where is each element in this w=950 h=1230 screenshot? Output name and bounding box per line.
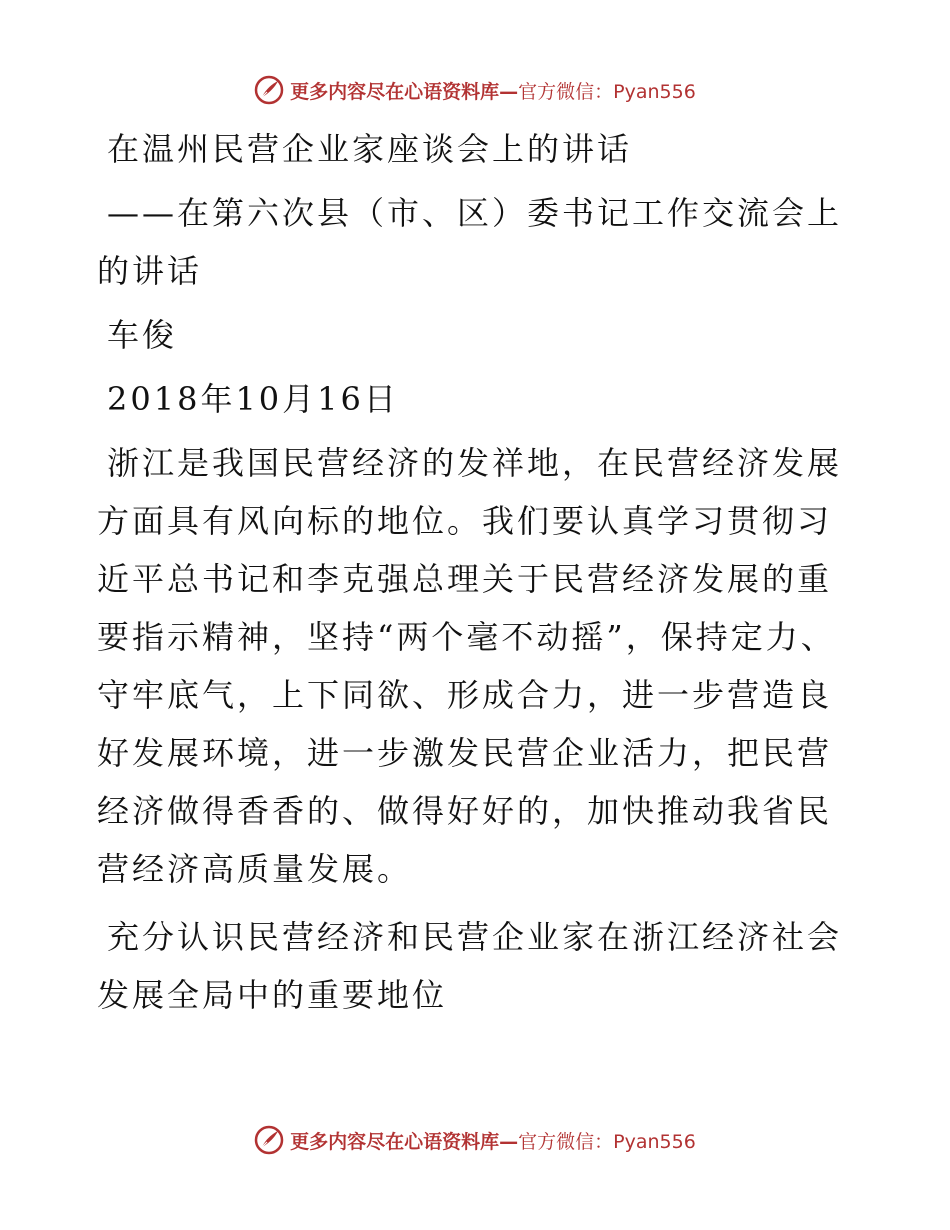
footer-watermark xyxy=(0,1120,950,1160)
header-watermark xyxy=(0,70,950,110)
paragraph-1: 浙江是我国民营经济的发祥地，在民营经济发展方面具有风向标的地位。我们要认真学习贯彻习近平总书记和李克强总理关于民营经济发展的重要指示精神，坚持“两个毫不动摇”，保持定力、守牢底气，上下同欲、形成合力，进一步营造良好发展环境，进一步激发民营企业活力，把民营经济做得香香的、做得好好的，加快推动我省民营经济高质量发展。 xyxy=(97,444,843,888)
feather-pen-icon xyxy=(254,1125,284,1155)
document-subtitle: ——在第六次县（市、区）委书记工作交流会上的讲话 xyxy=(97,194,843,290)
watermark-wechat: 官方微信：Pyan556 xyxy=(518,1130,696,1153)
document-date: 2018年10月16日 xyxy=(107,380,399,418)
watermark-wechat: 官方微信：Pyan556 xyxy=(518,80,696,103)
document-author: 车俊 xyxy=(107,316,178,354)
document-body xyxy=(97,120,857,1034)
watermark-text: 更多内容尽在心语资料库— xyxy=(290,80,519,103)
section-heading-1: 充分认识民营经济和民营企业家在浙江经济社会发展全局中的重要地位 xyxy=(97,918,843,1014)
watermark-text: 更多内容尽在心语资料库— xyxy=(290,1130,519,1153)
feather-pen-icon xyxy=(254,75,284,105)
document-title: 在温州民营企业家座谈会上的讲话 xyxy=(107,130,633,168)
